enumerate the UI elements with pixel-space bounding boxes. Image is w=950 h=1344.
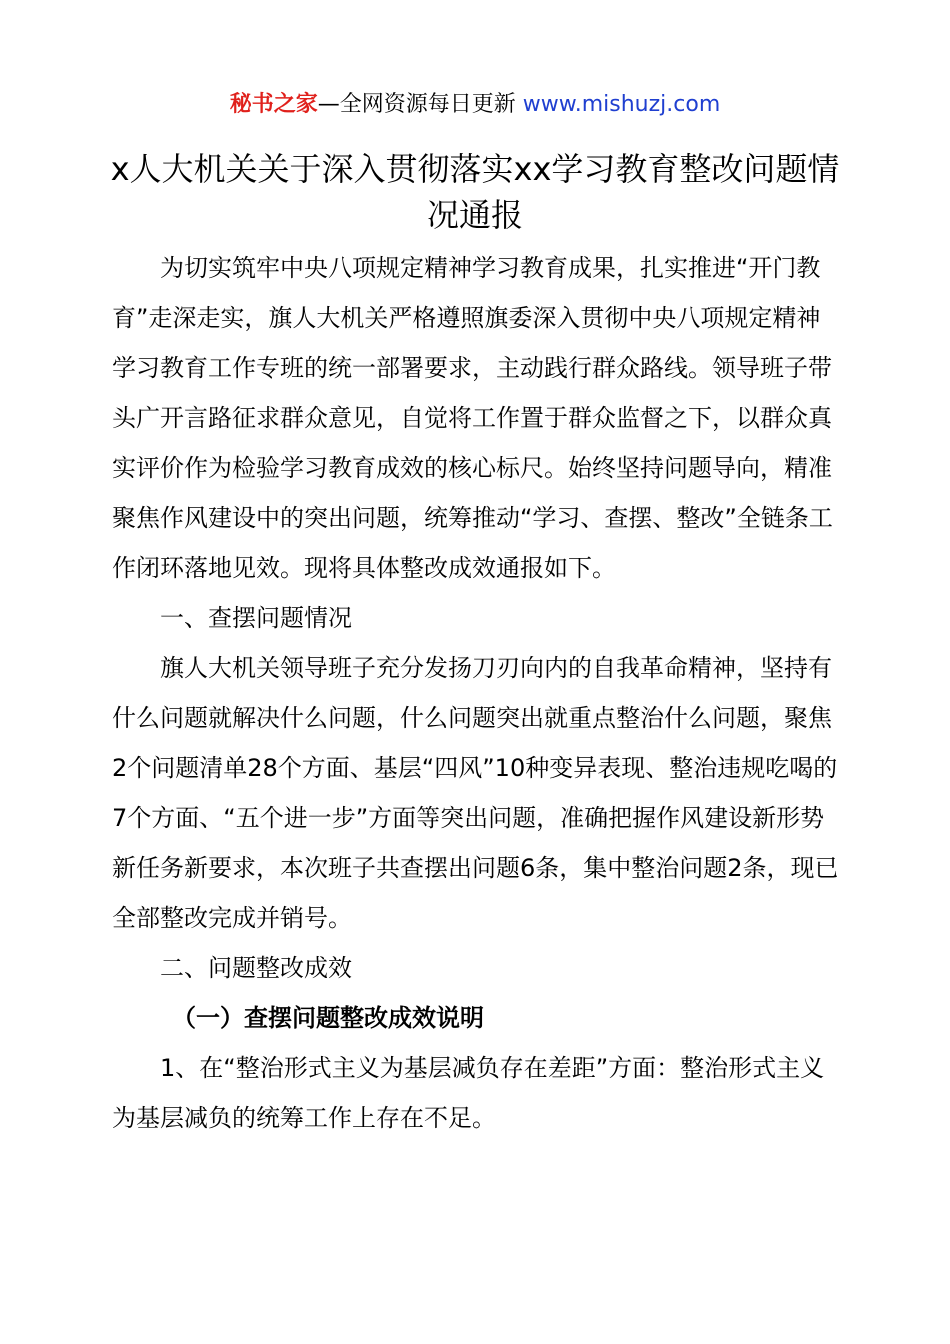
site-header — [0, 90, 950, 120]
document-body — [112, 243, 840, 1143]
section-1-paragraph: 旗人大机关领导班子充分发扬刀刃向内的自我革命精神，坚持有什么问题就解决什么问题，什么问题突出就重点整治什么问题，聚焦2个问题清单28个方面、基层“四风”10种变异表现、整治违规吃喝的7个方面、“五个进一步”方面等突出问题，准确把握作风建设新形势新任务新要求，本次班子共查摆出问题6条，集中整治问题2条，现已全部整改完成并销号。 — [112, 654, 839, 932]
brand-name: 秘书之家 — [229, 92, 318, 117]
section-heading-1: 一、查摆问题情况 — [160, 604, 352, 632]
site-url-link[interactable]: www.mishuzj.com — [522, 92, 721, 117]
subsection-heading-1: （一）查摆问题整改成效说明 — [172, 1004, 484, 1032]
document-title: x人大机关关于深入贯彻落实xx学习教育整改问题情况通报 — [110, 150, 840, 234]
section-heading-2: 二、问题整改成效 — [160, 954, 352, 982]
header-tagline: —全网资源每日更新 — [317, 92, 516, 117]
intro-paragraph: 为切实筑牢中央八项规定精神学习教育成果，扎实推进“开门教育”走深走实，旗人大机关严格遵照旗委深入贯彻中央八项规定精神学习教育工作专班的统一部署要求，主动践行群众路线。领导班子带头广开言路征求群众意见，自觉将工作置于群众监督之下，以群众真实评价作为检验学习教育成效的核心标尺。始终坚持问题导向，精准聚焦作风建设中的突出问题，统筹推动“学习、查摆、整改”全链条工作闭环落地见效。现将具体整改成效通报如下。 — [112, 254, 833, 582]
item-1-paragraph: 1、在“整治形式主义为基层减负存在差距”方面：整治形式主义为基层减负的统筹工作上存在不足。 — [112, 1054, 825, 1132]
